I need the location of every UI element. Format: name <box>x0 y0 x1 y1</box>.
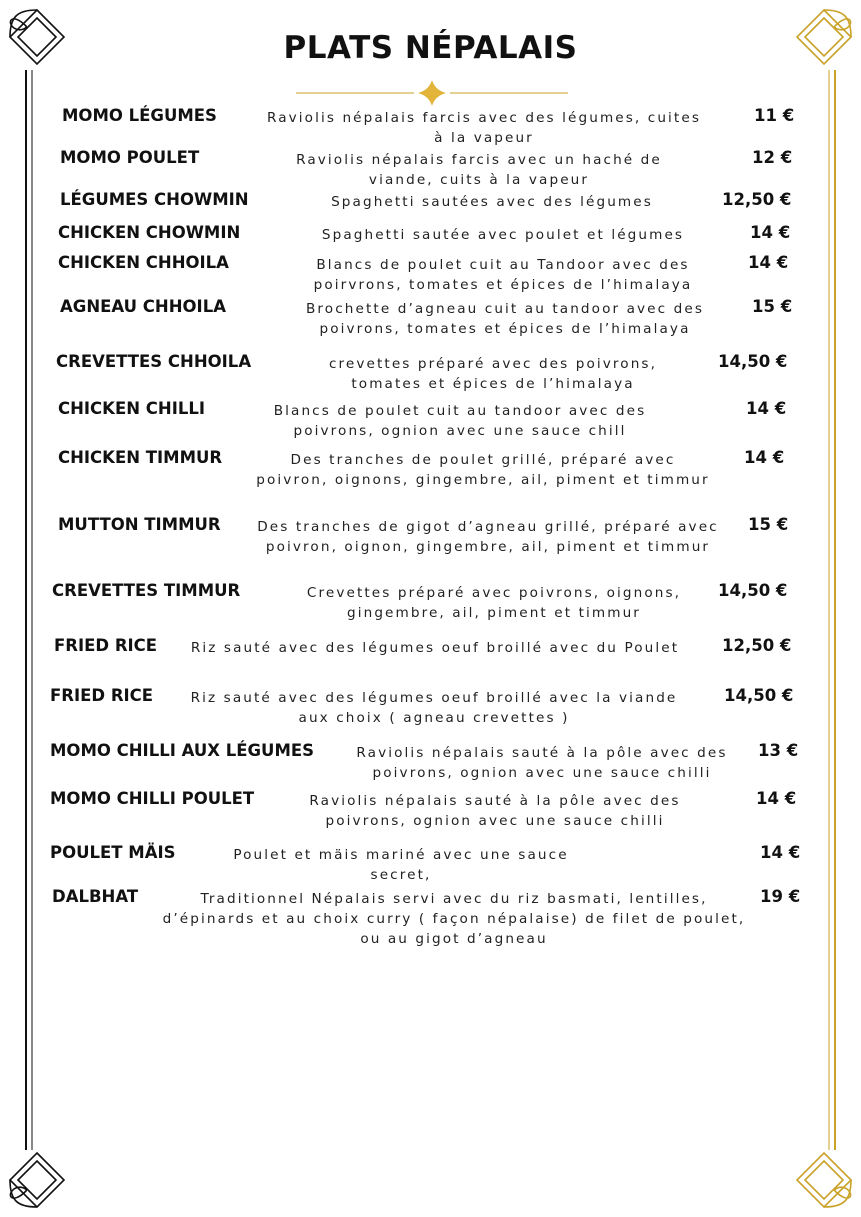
title-divider <box>296 78 568 108</box>
menu-item-price: 13 € <box>758 741 799 760</box>
menu-item-name: DALBHAT <box>52 887 139 906</box>
menu-item-price: 14,50 € <box>718 581 788 600</box>
menu-item-price: 14 € <box>748 253 789 272</box>
menu-item-name: CHICKEN TIMMUR <box>58 448 223 467</box>
menu-item-name: CREVETTES CHHOILA <box>56 352 252 371</box>
menu-item-price: 15 € <box>748 515 789 534</box>
menu-item-name: MOMO CHILLI POULET <box>50 789 255 808</box>
menu-item-description: Spaghetti sautées avec des légumes <box>331 194 653 210</box>
menu-item-price: 14 € <box>756 789 797 808</box>
menu-item-price: 14,50 € <box>718 352 788 371</box>
menu-item-description: Raviolis népalais farcis avec un haché de viande, cuits à la vapeur <box>296 152 662 188</box>
menu-item-description: Riz sauté avec des légumes oeuf broillé avec du Poulet <box>190 640 680 656</box>
menu-item-price: 14 € <box>744 448 785 467</box>
menu-item-description: Spaghetti sautée avec poulet et légumes <box>321 227 685 243</box>
menu-item-price: 15 € <box>752 297 793 316</box>
corner-ornament-bottom-right-icon <box>789 1145 859 1215</box>
menu-item-name: FRIED RICE <box>50 686 154 705</box>
menu-item-price: 14 € <box>760 843 801 862</box>
menu-item-description: Poulet et mäis mariné avec une sauce secret, <box>233 847 569 883</box>
menu-item-name: MUTTON TIMMUR <box>58 515 221 534</box>
menu-item-name: LÉGUMES CHOWMIN <box>60 190 249 209</box>
corner-ornament-bottom-left-icon <box>2 1145 72 1215</box>
menu-item-name: CHICKEN CHILLI <box>58 399 206 418</box>
page-title: PLATS NÉPALAIS <box>283 30 578 66</box>
menu-item-price: 14,50 € <box>724 686 794 705</box>
menu-item-description: Crevettes préparé avec poivrons, oignons, gingembre, ail, piment et timmur <box>306 585 682 621</box>
menu-item-name: CHICKEN CHHOILA <box>58 253 229 272</box>
menu-item-description: crevettes préparé avec des poivrons, tomates et épices de l’himalaya <box>328 356 658 392</box>
menu-item-name: CHICKEN CHOWMIN <box>58 223 241 242</box>
menu-item-description: Des tranches de poulet grillé, préparé avec poivron, oignons, gingembre, ail, piment et timmur <box>256 452 710 488</box>
menu-item-name: AGNEAU CHHOILA <box>60 297 226 316</box>
menu-item-description: Raviolis népalais farcis avec des légumes, cuites à la vapeur <box>266 110 702 146</box>
menu-item-price: 12,50 € <box>722 190 792 209</box>
menu-item-name: MOMO LÉGUMES <box>62 106 217 125</box>
menu-item-name: MOMO CHILLI AUX LÉGUMES <box>50 741 315 760</box>
menu-item-price: 14 € <box>746 399 787 418</box>
menu-item-description: Brochette d’agneau cuit au tandoor avec des poivrons, tomates et épices de l’himalaya <box>305 301 705 337</box>
star-icon <box>418 80 446 106</box>
menu-item-name: POULET MÄIS <box>50 843 176 862</box>
menu-item-name: CREVETTES TIMMUR <box>52 581 241 600</box>
menu-item-description: Raviolis népalais sauté à la pôle avec des poivrons, ognion avec une sauce chilli <box>356 745 728 781</box>
menu-item-description: Riz sauté avec des légumes oeuf broillé avec la viande aux choix ( agneau crevettes ) <box>190 690 678 726</box>
menu-item-price: 11 € <box>754 106 795 125</box>
menu-item-price: 12,50 € <box>722 636 792 655</box>
menu-item-description: Raviolis népalais sauté à la pôle avec des poivrons, ognion avec une sauce chilli <box>309 793 681 829</box>
menu-item-price: 19 € <box>760 887 801 906</box>
menu-item-description: Des tranches de gigot d’agneau grillé, préparé avec poivron, oignon, gingembre, ail, piment et timmur <box>257 519 719 555</box>
menu-item-description: Traditionnel Népalais servi avec du riz basmati, lentilles, d’épinards et au choix curry ( façon népalaise) de filet de poulet, ou au gigot d’agneau <box>162 891 746 947</box>
menu-item-price: 14 € <box>750 223 791 242</box>
menu-item-price: 12 € <box>752 148 793 167</box>
menu-item-description: Blancs de poulet cuit au tandoor avec des poivrons, ognion avec une sauce chill <box>273 403 647 439</box>
menu-item-name: FRIED RICE <box>54 636 158 655</box>
menu-item-name: MOMO POULET <box>60 148 200 167</box>
menu-item-description: Blancs de poulet cuit au Tandoor avec des poirvrons, tomates et épices de l’himalaya <box>313 257 693 293</box>
